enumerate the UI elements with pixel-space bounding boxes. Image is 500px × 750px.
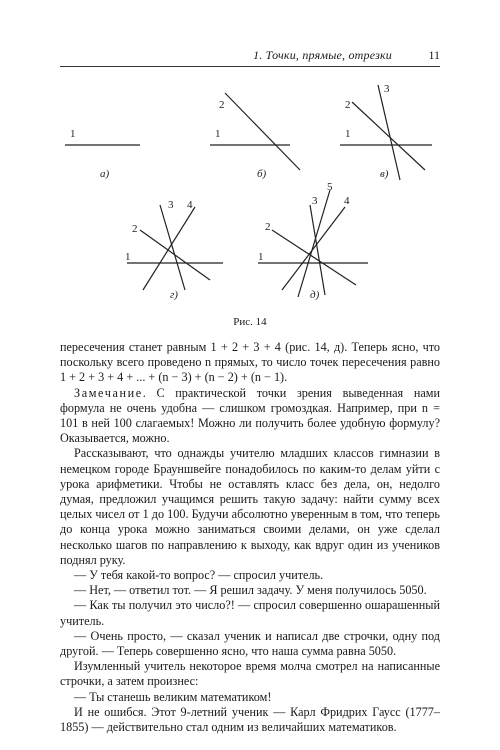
line-4 bbox=[282, 207, 345, 290]
panel-c bbox=[340, 83, 432, 180]
panel-g bbox=[125, 199, 223, 301]
label-4: 4 bbox=[344, 195, 350, 207]
header-rule bbox=[60, 66, 440, 67]
label-2: 2 bbox=[345, 99, 351, 111]
running-head bbox=[60, 48, 440, 66]
line-4 bbox=[143, 207, 195, 290]
label-1: 1 bbox=[345, 128, 351, 140]
label-3: 3 bbox=[384, 83, 390, 95]
paragraph: Изумленный учитель некоторое время молча смотрел на написанные строчки, а затем произнес: bbox=[60, 659, 440, 689]
dialogue-line: — Как ты получил это число?! — спросил совершенно ошарашенный учитель. bbox=[60, 598, 440, 628]
figure-caption: Рис. 14 bbox=[233, 316, 267, 328]
dialogue-line: — Очень просто, — сказал ученик и написал две строчки, одну под другой. — Теперь совершенно ясно, что наша сумма равна 5050. bbox=[60, 628, 440, 659]
panel-b bbox=[210, 93, 300, 180]
panel-d bbox=[258, 181, 368, 301]
label-1: 1 bbox=[215, 128, 221, 140]
label-2: 2 bbox=[265, 221, 271, 233]
dialogue-line: — Ты станешь великим математиком! bbox=[74, 689, 272, 704]
remark-label: Замечание bbox=[74, 385, 143, 400]
panel-a-label: а) bbox=[100, 168, 110, 180]
dialogue-line: — У тебя какой-то вопрос? — спросил учитель. bbox=[74, 568, 324, 583]
label-2: 2 bbox=[132, 223, 138, 235]
panel-c-label: в) bbox=[380, 168, 389, 180]
label-2: 2 bbox=[219, 99, 225, 111]
label-1: 1 bbox=[70, 128, 76, 140]
label-3: 3 bbox=[312, 195, 318, 207]
panel-g-label: г) bbox=[170, 289, 178, 301]
panel-d-label: д) bbox=[310, 289, 320, 301]
label-4: 4 bbox=[187, 199, 193, 211]
remark-text: . С практической точки зрения выведенная нами формула не очень удобна — слишком громоздкая. Например, при n = 101 в ней 100 слагаемых! Можно ли получить более удобную формулу? Оказывается, можно. bbox=[60, 385, 440, 446]
label-3: 3 bbox=[168, 199, 174, 211]
line-2 bbox=[352, 102, 425, 170]
remark-paragraph bbox=[60, 386, 440, 447]
page-number: 11 bbox=[428, 48, 440, 62]
label-1: 1 bbox=[258, 251, 264, 263]
paragraph: И не ошибся. Этот 9-летний ученик — Карл Фридрих Гаусс (1777–1855) — действительно стал одним из величайших математиков. bbox=[60, 704, 440, 735]
line-3 bbox=[378, 85, 400, 180]
paragraph: пересечения станет равным 1 + 2 + 3 + 4 (рис. 14, д). Теперь ясно, что поскольку всего проведено n прямых, то число точек пересечения равно 1 + 2 + 3 + 4 + ... + (n − 3) + (n − 2) + (n − 1). bbox=[60, 340, 440, 385]
label-5: 5 bbox=[327, 181, 333, 193]
line-2 bbox=[225, 93, 300, 170]
panel-a bbox=[65, 128, 140, 180]
line-2 bbox=[272, 230, 356, 285]
label-1: 1 bbox=[125, 251, 131, 263]
running-title: 1. Точки, прямые, отрезки bbox=[253, 48, 392, 62]
figure-14 bbox=[0, 70, 500, 315]
paragraph: Рассказывают, что однажды учителю младших классов гимназии в немецком городе Брауншвейге понадобилось по каким-то делам уйти с урока арифметики. Чтобы не оставлять класс без дела, он, недолго думая, предложил учащимся решить такую задачу: найти сумму всех целых чисел от 1 до 100. Будучи абсолютно уверенным в том, что теперь до конца урока можно заниматься своими делами, он уже сделал несколько шагов по направлению к выходу, как вдруг один из учеников поднял руку. bbox=[60, 446, 440, 567]
panel-b-label: б) bbox=[257, 168, 267, 180]
dialogue-line: — Нет, — ответил тот. — Я решил задачу. У меня получилось 5050. bbox=[74, 583, 427, 598]
body-text bbox=[60, 340, 440, 735]
